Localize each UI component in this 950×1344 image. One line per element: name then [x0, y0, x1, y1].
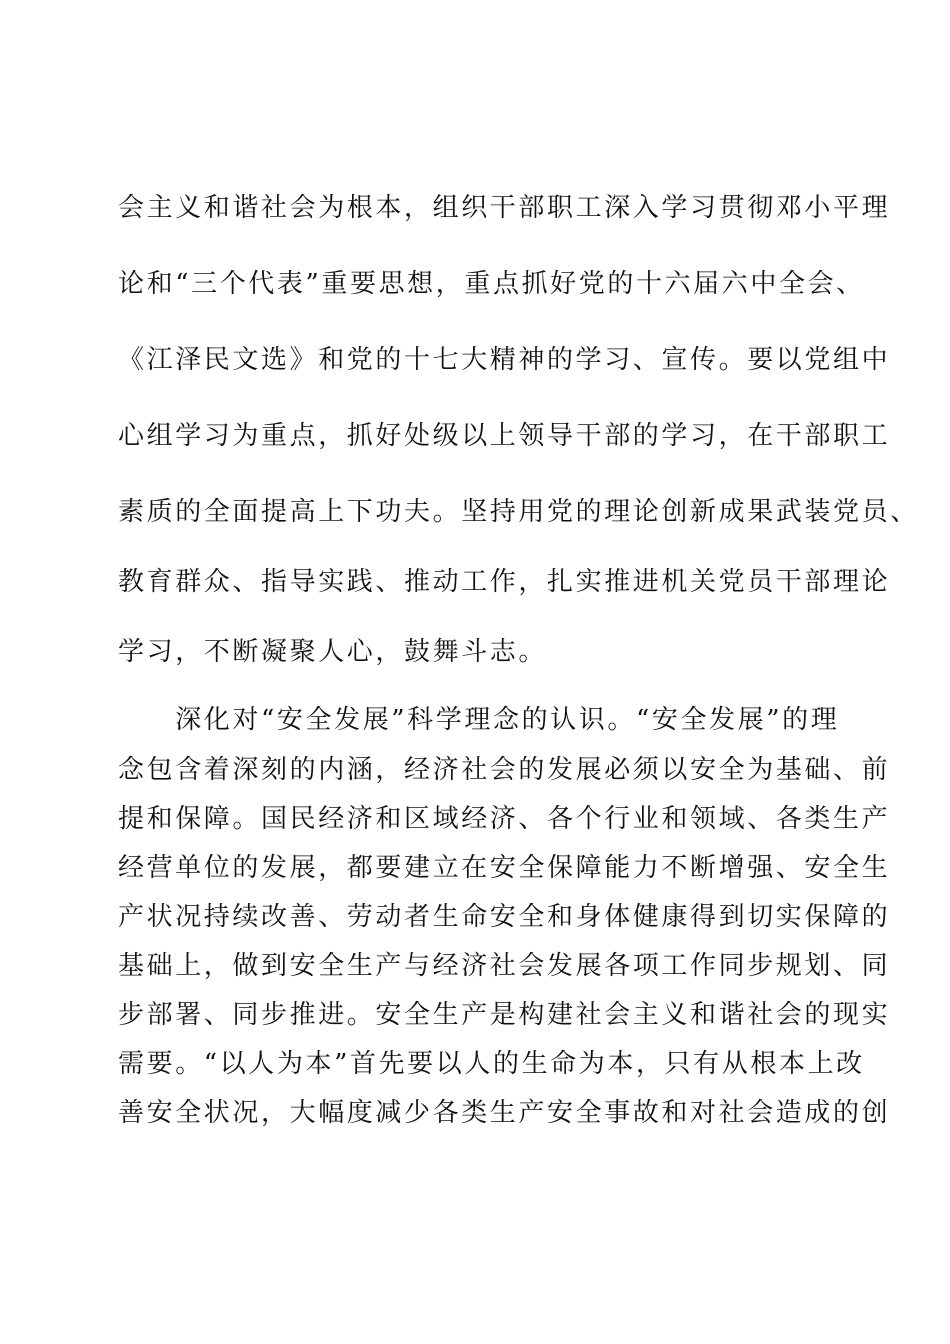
- text-line: 素质的全面提高上下功夫。坚持用党的理论创新成果武装党员、: [118, 497, 919, 527]
- text-line: 教育群众、指导实践、推动工作，扎实推进机关党员干部理论: [118, 567, 891, 597]
- text-line: 学习，不断凝聚人心，鼓舞斗志。: [118, 637, 548, 667]
- text-line: 经营单位的发展，都要建立在安全保障能力不断增强、安全生: [118, 853, 891, 883]
- text-line: 产状况持续改善、劳动者生命安全和身体健康得到切实保障的: [118, 902, 891, 932]
- text-line: 步部署、同步推进。安全生产是构建社会主义和谐社会的现实: [118, 1000, 891, 1030]
- text-line: 《江泽民文选》和党的十七大精神的学习、宣传。要以党组中: [118, 345, 891, 375]
- text-line: 深化对“安全发展”科学理念的认识。“安全发展”的理: [118, 705, 840, 735]
- text-line: 论和“三个代表”重要思想，重点抓好党的十六届六中全会、: [118, 269, 865, 299]
- text-line: 基础上，做到安全生产与经济社会发展各项工作同步规划、同: [118, 951, 891, 981]
- text-line: 会主义和谐社会为根本，组织干部职工深入学习贯彻邓小平理: [118, 193, 891, 223]
- text-line: 需要。“以人为本”首先要以人的生命为本，只有从根本上改: [118, 1049, 865, 1079]
- text-line: 善安全状况，大幅度减少各类生产安全事故和对社会造成的创: [118, 1098, 891, 1128]
- text-line: 心组学习为重点，抓好处级以上领导干部的学习，在干部职工: [118, 421, 891, 451]
- text-line: 提和保障。国民经济和区域经济、各个行业和领域、各类生产: [118, 804, 891, 834]
- text-line: 念包含着深刻的内涵，经济社会的发展必须以安全为基础、前: [118, 755, 891, 785]
